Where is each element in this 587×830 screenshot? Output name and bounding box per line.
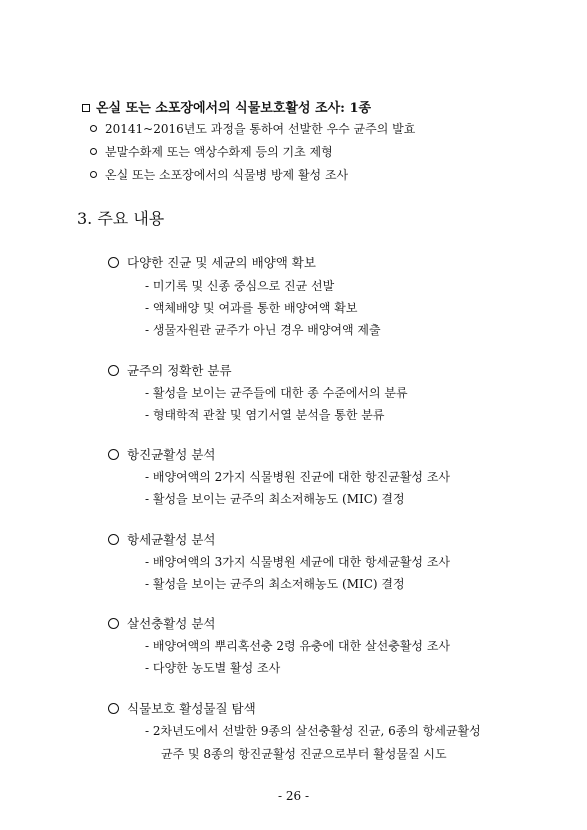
content-bullet: - 생물자원관 균주가 아닌 경우 배양여액 제출	[145, 323, 381, 337]
content-item-title	[108, 699, 256, 717]
objective-heading-text: 온실 또는 소포장에서의 식물보호활성 조사: 1종	[96, 101, 372, 116]
objective-item-text: 분말수화제 또는 액상수화제 등의 기초 제형	[105, 145, 333, 159]
content-bullet: - 미기록 및 신종 중심으로 진균 선발	[145, 279, 335, 293]
content-bullet-continued: 균주 및 8종의 항진균활성 진균으로부터 활성물질 시도	[161, 747, 447, 761]
content-item-title-text: 항진균활성 분석	[127, 447, 216, 462]
circle-bullet-icon	[90, 171, 97, 178]
circle-bullet-icon	[108, 534, 119, 545]
content-bullet: - 형태학적 관찰 및 염기서열 분석을 통한 분류	[145, 408, 385, 422]
content-item-title	[108, 614, 216, 632]
content-bullet: - 활성을 보이는 균주의 최소저해농도 (MIC) 결정	[145, 577, 405, 591]
section-title: 3. 주요 내용	[77, 209, 165, 228]
content-item-title	[108, 253, 316, 271]
circle-bullet-icon	[108, 449, 119, 460]
content-bullet: - 배양여액의 3가지 식물병원 세균에 대한 항세균활성 조사	[145, 555, 451, 569]
content-item-title	[108, 361, 232, 379]
content-bullet: - 2차년도에서 선발한 9종의 살선충활성 진균, 6종의 항세균활성	[145, 724, 481, 738]
objective-item	[90, 120, 415, 137]
circle-bullet-icon	[90, 148, 97, 155]
content-bullet: - 액체배양 및 여과를 통한 배양여액 확보	[145, 301, 358, 315]
circle-bullet-icon	[108, 257, 119, 268]
content-bullet: - 배양여액의 뿌리혹선충 2령 유충에 대한 살선충활성 조사	[145, 639, 451, 653]
content-bullet: - 활성을 보이는 균주의 최소저해농도 (MIC) 결정	[145, 492, 405, 506]
objective-item-text: 온실 또는 소포장에서의 식물병 방제 활성 조사	[105, 168, 349, 182]
content-item-title-text: 항세균활성 분석	[127, 532, 216, 547]
content-item-title-text: 살선충활성 분석	[127, 616, 216, 631]
circle-bullet-icon	[108, 365, 119, 376]
content-item-title	[108, 445, 216, 463]
objective-heading	[82, 97, 371, 116]
objective-item	[90, 143, 333, 160]
content-bullet: - 다양한 농도별 활성 조사	[145, 661, 281, 675]
content-item-title	[108, 530, 216, 548]
content-bullet: - 배양여액의 2가지 식물병원 진균에 대한 항진균활성 조사	[145, 470, 451, 484]
square-bullet-icon	[82, 104, 90, 112]
content-item-title-text: 식물보호 활성물질 탐색	[127, 701, 256, 716]
content-item-title-text: 다양한 진균 및 세균의 배양액 확보	[127, 255, 316, 270]
objective-item-text: 20141~2016년도 과정을 통하여 선발한 우수 균주의 발효	[105, 122, 416, 136]
page-number: - 26 -	[277, 789, 309, 803]
content-bullet: - 활성을 보이는 균주들에 대한 종 수준에서의 분류	[145, 386, 408, 400]
circle-bullet-icon	[108, 618, 119, 629]
objective-item	[90, 166, 348, 183]
circle-bullet-icon	[90, 125, 97, 132]
content-item-title-text: 균주의 정확한 분류	[127, 363, 232, 378]
circle-bullet-icon	[108, 703, 119, 714]
